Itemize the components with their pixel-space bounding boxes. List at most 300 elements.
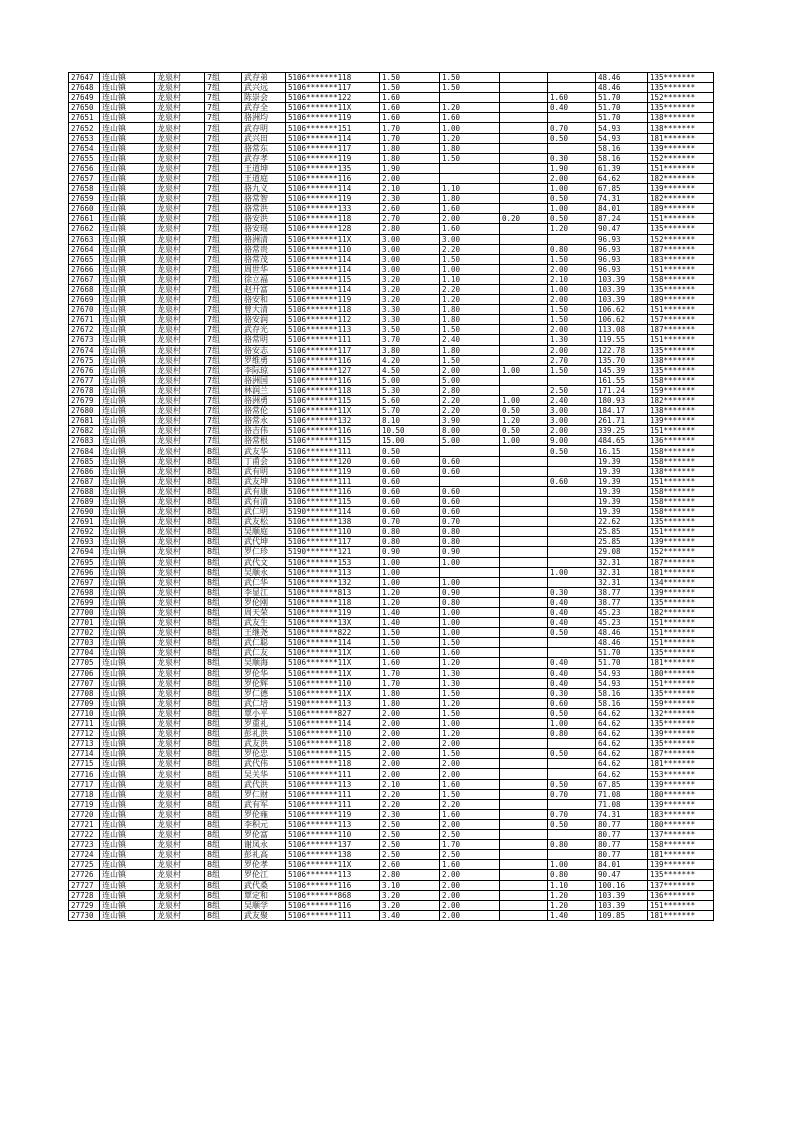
- table-cell: 138*******: [648, 355, 714, 365]
- table-cell: 5106*******114: [286, 638, 380, 648]
- table-cell: 19.39: [596, 466, 648, 476]
- table-cell: 45.23: [596, 607, 648, 617]
- table-cell: 龙泉村: [155, 759, 205, 769]
- table-cell: 3.20: [380, 900, 440, 910]
- table-cell: [500, 799, 548, 809]
- table-cell: 龙泉村: [155, 345, 205, 355]
- table-cell: 连山镇: [100, 396, 155, 406]
- table-cell: 3.50: [380, 325, 440, 335]
- table-row: [69, 688, 714, 698]
- table-cell: [548, 143, 596, 153]
- table-cell: 27710: [69, 708, 100, 718]
- table-cell: 0.80: [548, 870, 596, 880]
- table-cell: 连山镇: [100, 749, 155, 759]
- table-cell: 3.70: [380, 335, 440, 345]
- table-cell: 7组: [205, 375, 242, 385]
- table-cell: 1.00: [548, 719, 596, 729]
- table-cell: 27647: [69, 73, 100, 83]
- table-cell: 8组: [205, 769, 242, 779]
- table-cell: 5106*******11X: [286, 648, 380, 658]
- table-cell: 64.62: [596, 708, 648, 718]
- table-cell: 连山镇: [100, 638, 155, 648]
- table-cell: 7组: [205, 113, 242, 123]
- table-cell: 7组: [205, 123, 242, 133]
- table-cell: 0.40: [548, 668, 596, 678]
- table-cell: 7组: [205, 224, 242, 234]
- table-cell: 27714: [69, 749, 100, 759]
- table-cell: 138*******: [648, 406, 714, 416]
- table-cell: 3.90: [440, 416, 500, 426]
- table-cell: 0.40: [548, 607, 596, 617]
- table-cell: [500, 769, 548, 779]
- table-cell: [548, 557, 596, 567]
- table-cell: 7组: [205, 103, 242, 113]
- table-cell: 罗重礼: [242, 719, 286, 729]
- table-cell: 151*******: [648, 628, 714, 638]
- table-cell: 180*******: [648, 668, 714, 678]
- table-row: [69, 507, 714, 517]
- table-cell: 103.39: [596, 900, 648, 910]
- table-cell: 龙泉村: [155, 850, 205, 860]
- table-cell: 2.00: [380, 739, 440, 749]
- table-cell: 5106*******120: [286, 456, 380, 466]
- table-cell: 龙泉村: [155, 335, 205, 345]
- table-cell: 5106*******114: [286, 133, 380, 143]
- table-cell: 151*******: [648, 335, 714, 345]
- table-cell: 8组: [205, 860, 242, 870]
- table-cell: 8组: [205, 789, 242, 799]
- table-row: [69, 173, 714, 183]
- table-cell: 1.00: [440, 719, 500, 729]
- table-cell: 1.00: [548, 204, 596, 214]
- table-cell: [548, 527, 596, 537]
- table-cell: 1.00: [548, 284, 596, 294]
- table-cell: 连山镇: [100, 456, 155, 466]
- table-cell: 覃定和: [242, 890, 286, 900]
- table-cell: 8组: [205, 850, 242, 860]
- table-cell: 27716: [69, 769, 100, 779]
- table-row: [69, 739, 714, 749]
- table-cell: 27678: [69, 385, 100, 395]
- table-cell: 51.70: [596, 648, 648, 658]
- table-cell: 1.00: [440, 123, 500, 133]
- table-cell: 骆常茂: [242, 254, 286, 264]
- table-cell: [548, 648, 596, 658]
- table-cell: [500, 577, 548, 587]
- table-cell: 连山镇: [100, 123, 155, 133]
- table-cell: 0.80: [380, 537, 440, 547]
- table-cell: 27666: [69, 264, 100, 274]
- table-cell: 5106*******122: [286, 93, 380, 103]
- table-cell: 27662: [69, 224, 100, 234]
- table-cell: 0.60: [440, 466, 500, 476]
- table-cell: 5106*******127: [286, 365, 380, 375]
- table-row: [69, 456, 714, 466]
- table-cell: 64.62: [596, 749, 648, 759]
- table-cell: 103.39: [596, 295, 648, 305]
- table-cell: [500, 385, 548, 395]
- table-cell: 武仁聪: [242, 638, 286, 648]
- table-cell: 8组: [205, 729, 242, 739]
- table-cell: 2.00: [380, 749, 440, 759]
- table-cell: 0.80: [440, 537, 500, 547]
- table-cell: 骆吉伟: [242, 426, 286, 436]
- table-cell: 187*******: [648, 325, 714, 335]
- table-cell: 罗伦华: [242, 668, 286, 678]
- table-cell: 0.50: [548, 819, 596, 829]
- table-cell: 1.00: [548, 184, 596, 194]
- table-cell: 5106*******11X: [286, 406, 380, 416]
- table-cell: 0.50: [548, 133, 596, 143]
- table-cell: 连山镇: [100, 769, 155, 779]
- table-cell: 25.85: [596, 537, 648, 547]
- table-cell: 2.00: [548, 426, 596, 436]
- table-cell: 0.60: [548, 698, 596, 708]
- table-cell: 1.00: [500, 365, 548, 375]
- table-cell: [548, 547, 596, 557]
- table-cell: 连山镇: [100, 476, 155, 486]
- table-cell: 1.50: [440, 153, 500, 163]
- table-cell: 27688: [69, 486, 100, 496]
- table-cell: 181*******: [648, 759, 714, 769]
- table-cell: [500, 658, 548, 668]
- table-cell: 3.00: [380, 264, 440, 274]
- table-cell: 龙泉村: [155, 537, 205, 547]
- table-cell: 连山镇: [100, 789, 155, 799]
- table-cell: 7组: [205, 214, 242, 224]
- table-cell: 187*******: [648, 244, 714, 254]
- table-cell: 5106*******113: [286, 870, 380, 880]
- table-cell: 8组: [205, 910, 242, 920]
- table-cell: 64.62: [596, 173, 648, 183]
- table-cell: 8组: [205, 648, 242, 658]
- table-cell: [548, 375, 596, 385]
- table-cell: 151*******: [648, 264, 714, 274]
- table-cell: 181*******: [648, 658, 714, 668]
- table-cell: [500, 850, 548, 860]
- table-cell: [500, 749, 548, 759]
- table-cell: 139*******: [648, 729, 714, 739]
- table-cell: 5106*******115: [286, 396, 380, 406]
- table-cell: 45.23: [596, 618, 648, 628]
- table-cell: 武友松: [242, 517, 286, 527]
- table-cell: [500, 618, 548, 628]
- table-cell: 龙泉村: [155, 103, 205, 113]
- table-cell: 1.70: [380, 668, 440, 678]
- table-cell: [548, 537, 596, 547]
- table-cell: 陈崇会: [242, 93, 286, 103]
- table-cell: [500, 587, 548, 597]
- table-cell: 龙泉村: [155, 406, 205, 416]
- table-row: [69, 809, 714, 819]
- table-cell: 龙泉村: [155, 688, 205, 698]
- table-cell: 罗伦刚: [242, 597, 286, 607]
- table-cell: 158*******: [648, 274, 714, 284]
- table-row: [69, 537, 714, 547]
- table-cell: 27728: [69, 890, 100, 900]
- table-cell: 25.85: [596, 527, 648, 537]
- table-cell: 139*******: [648, 779, 714, 789]
- table-cell: 27667: [69, 274, 100, 284]
- table-cell: 2.10: [380, 779, 440, 789]
- table-cell: 158*******: [648, 507, 714, 517]
- table-cell: 0.40: [548, 103, 596, 113]
- table-cell: 138*******: [648, 466, 714, 476]
- table-cell: 151*******: [648, 678, 714, 688]
- table-cell: 96.93: [596, 234, 648, 244]
- table-row: [69, 910, 714, 920]
- table-cell: [500, 486, 548, 496]
- table-cell: 1.00: [440, 557, 500, 567]
- table-cell: 0.50: [548, 446, 596, 456]
- table-cell: 8组: [205, 840, 242, 850]
- table-cell: 龙泉村: [155, 204, 205, 214]
- table-row: [69, 567, 714, 577]
- table-cell: [500, 567, 548, 577]
- table-row: [69, 486, 714, 496]
- table-cell: 5106*******118: [286, 385, 380, 395]
- table-cell: 0.90: [440, 587, 500, 597]
- table-cell: 5106*******119: [286, 194, 380, 204]
- table-row: [69, 113, 714, 123]
- table-cell: 48.46: [596, 638, 648, 648]
- table-cell: 连山镇: [100, 315, 155, 325]
- table-cell: 0.70: [548, 123, 596, 133]
- table-cell: 2.20: [440, 244, 500, 254]
- table-cell: [500, 698, 548, 708]
- table-cell: 罗仁财: [242, 789, 286, 799]
- table-cell: 0.50: [500, 426, 548, 436]
- table-cell: 64.62: [596, 739, 648, 749]
- table-cell: 0.40: [548, 597, 596, 607]
- table-cell: 0.70: [548, 789, 596, 799]
- table-cell: 连山镇: [100, 648, 155, 658]
- table-cell: [440, 173, 500, 183]
- table-cell: 1.20: [380, 587, 440, 597]
- table-cell: 连山镇: [100, 436, 155, 446]
- table-cell: 2.60: [380, 860, 440, 870]
- table-cell: 周天荣: [242, 607, 286, 617]
- table-cell: 27650: [69, 103, 100, 113]
- table-cell: 连山镇: [100, 860, 155, 870]
- table-cell: 连山镇: [100, 204, 155, 214]
- data-table: [68, 72, 714, 921]
- table-cell: 3.30: [380, 305, 440, 315]
- table-cell: 3.00: [380, 254, 440, 264]
- table-cell: 连山镇: [100, 739, 155, 749]
- table-cell: 5106*******11X: [286, 668, 380, 678]
- table-cell: 27712: [69, 729, 100, 739]
- table-cell: 5106*******135: [286, 163, 380, 173]
- table-row: [69, 284, 714, 294]
- table-cell: 武代洪: [242, 779, 286, 789]
- table-cell: 吴顺永: [242, 567, 286, 577]
- table-cell: 武有军: [242, 799, 286, 809]
- table-cell: 8.10: [380, 416, 440, 426]
- table-cell: 1.60: [380, 113, 440, 123]
- table-cell: 0.40: [548, 678, 596, 688]
- table-row: [69, 204, 714, 214]
- table-row: [69, 638, 714, 648]
- table-cell: 2.00: [440, 819, 500, 829]
- table-cell: 3.00: [380, 244, 440, 254]
- table-cell: 武仁培: [242, 698, 286, 708]
- table-cell: 103.39: [596, 890, 648, 900]
- table-cell: 武代伟: [242, 759, 286, 769]
- table-cell: 27691: [69, 517, 100, 527]
- table-cell: 180*******: [648, 789, 714, 799]
- table-cell: 骆常明: [242, 335, 286, 345]
- table-cell: 8组: [205, 739, 242, 749]
- table-cell: 27685: [69, 456, 100, 466]
- table-cell: 1.00: [440, 264, 500, 274]
- table-cell: 1.60: [440, 809, 500, 819]
- table-cell: 骆安和: [242, 295, 286, 305]
- table-cell: 曾大清: [242, 305, 286, 315]
- table-cell: 连山镇: [100, 799, 155, 809]
- table-cell: 5106*******111: [286, 789, 380, 799]
- table-cell: 27730: [69, 910, 100, 920]
- table-cell: 彭礼高: [242, 850, 286, 860]
- table-cell: 5106*******110: [286, 244, 380, 254]
- table-cell: 5106*******111: [286, 335, 380, 345]
- table-cell: 1.70: [440, 840, 500, 850]
- table-cell: 武仁明: [242, 507, 286, 517]
- table-cell: 5106*******11X: [286, 103, 380, 113]
- table-cell: 龙泉村: [155, 880, 205, 890]
- table-cell: 7组: [205, 396, 242, 406]
- table-cell: 3.10: [380, 880, 440, 890]
- table-cell: 1.60: [380, 93, 440, 103]
- table-cell: 连山镇: [100, 577, 155, 587]
- table-cell: 1.10: [440, 274, 500, 284]
- table-cell: 19.39: [596, 456, 648, 466]
- table-cell: 5106*******116: [286, 900, 380, 910]
- table-cell: 彭礼洪: [242, 729, 286, 739]
- table-cell: 骆常智: [242, 194, 286, 204]
- table-cell: 龙泉村: [155, 224, 205, 234]
- table-row: [69, 618, 714, 628]
- table-cell: 0.60: [440, 496, 500, 506]
- table-cell: 90.47: [596, 224, 648, 234]
- table-cell: 周世华: [242, 264, 286, 274]
- table-cell: 0.60: [380, 496, 440, 506]
- table-cell: 137*******: [648, 880, 714, 890]
- table-cell: 1.50: [380, 638, 440, 648]
- table-cell: 1.70: [380, 678, 440, 688]
- table-cell: 连山镇: [100, 890, 155, 900]
- table-cell: 5106*******868: [286, 890, 380, 900]
- table-cell: 1.50: [548, 254, 596, 264]
- table-cell: 122.78: [596, 345, 648, 355]
- table-cell: [500, 254, 548, 264]
- table-cell: [548, 456, 596, 466]
- table-cell: 27676: [69, 365, 100, 375]
- table-cell: 8组: [205, 567, 242, 577]
- table-cell: 5106*******116: [286, 880, 380, 890]
- table-row: [69, 840, 714, 850]
- table-cell: [500, 779, 548, 789]
- table-cell: 27724: [69, 850, 100, 860]
- table-cell: 连山镇: [100, 143, 155, 153]
- table-row: [69, 607, 714, 617]
- table-cell: 27708: [69, 688, 100, 698]
- table-cell: 8组: [205, 597, 242, 607]
- table-cell: 151*******: [648, 214, 714, 224]
- table-cell: 134*******: [648, 577, 714, 587]
- table-cell: 1.50: [440, 83, 500, 93]
- table-cell: 连山镇: [100, 900, 155, 910]
- table-cell: 152*******: [648, 153, 714, 163]
- table-cell: 龙泉村: [155, 638, 205, 648]
- table-cell: 135*******: [648, 83, 714, 93]
- table-cell: 骆安洪: [242, 214, 286, 224]
- table-cell: 64.62: [596, 729, 648, 739]
- table-cell: 2.00: [548, 345, 596, 355]
- table-cell: 171.24: [596, 385, 648, 395]
- table-cell: 骆洲均: [242, 113, 286, 123]
- table-cell: 8组: [205, 577, 242, 587]
- table-cell: 27729: [69, 900, 100, 910]
- table-cell: 龙泉村: [155, 274, 205, 284]
- table-cell: 龙泉村: [155, 819, 205, 829]
- table-cell: 5106*******118: [286, 214, 380, 224]
- table-cell: 1.60: [380, 658, 440, 668]
- table-cell: 27673: [69, 335, 100, 345]
- table-cell: 1.40: [380, 607, 440, 617]
- table-cell: 5106*******115: [286, 496, 380, 506]
- table-cell: 连山镇: [100, 557, 155, 567]
- table-cell: 龙泉村: [155, 698, 205, 708]
- table-cell: 27658: [69, 184, 100, 194]
- table-cell: [500, 910, 548, 920]
- table-cell: 2.00: [380, 729, 440, 739]
- table-row: [69, 850, 714, 860]
- table-cell: 2.00: [440, 880, 500, 890]
- table-cell: 27663: [69, 234, 100, 244]
- table-cell: 1.10: [440, 184, 500, 194]
- table-cell: 连山镇: [100, 153, 155, 163]
- table-cell: 连山镇: [100, 628, 155, 638]
- table-cell: 27697: [69, 577, 100, 587]
- table-row: [69, 315, 714, 325]
- table-row: [69, 153, 714, 163]
- table-cell: 151*******: [648, 618, 714, 628]
- table-cell: 5106*******110: [286, 527, 380, 537]
- table-cell: 龙泉村: [155, 658, 205, 668]
- table-cell: 1.70: [380, 123, 440, 133]
- table-cell: 1.00: [440, 607, 500, 617]
- table-cell: 2.80: [380, 870, 440, 880]
- table-cell: 5106*******113: [286, 819, 380, 829]
- table-cell: [500, 880, 548, 890]
- table-cell: 连山镇: [100, 264, 155, 274]
- table-cell: [500, 607, 548, 617]
- table-cell: 1.80: [380, 153, 440, 163]
- table-cell: 152*******: [648, 234, 714, 244]
- table-cell: 武仁友: [242, 648, 286, 658]
- table-row: [69, 819, 714, 829]
- table-cell: 2.20: [440, 406, 500, 416]
- table-cell: [440, 93, 500, 103]
- table-cell: 连山镇: [100, 325, 155, 335]
- table-cell: 2.00: [440, 769, 500, 779]
- table-cell: 7组: [205, 163, 242, 173]
- table-cell: 0.60: [380, 486, 440, 496]
- table-cell: 2.70: [548, 355, 596, 365]
- table-cell: 67.85: [596, 779, 648, 789]
- table-row: [69, 214, 714, 224]
